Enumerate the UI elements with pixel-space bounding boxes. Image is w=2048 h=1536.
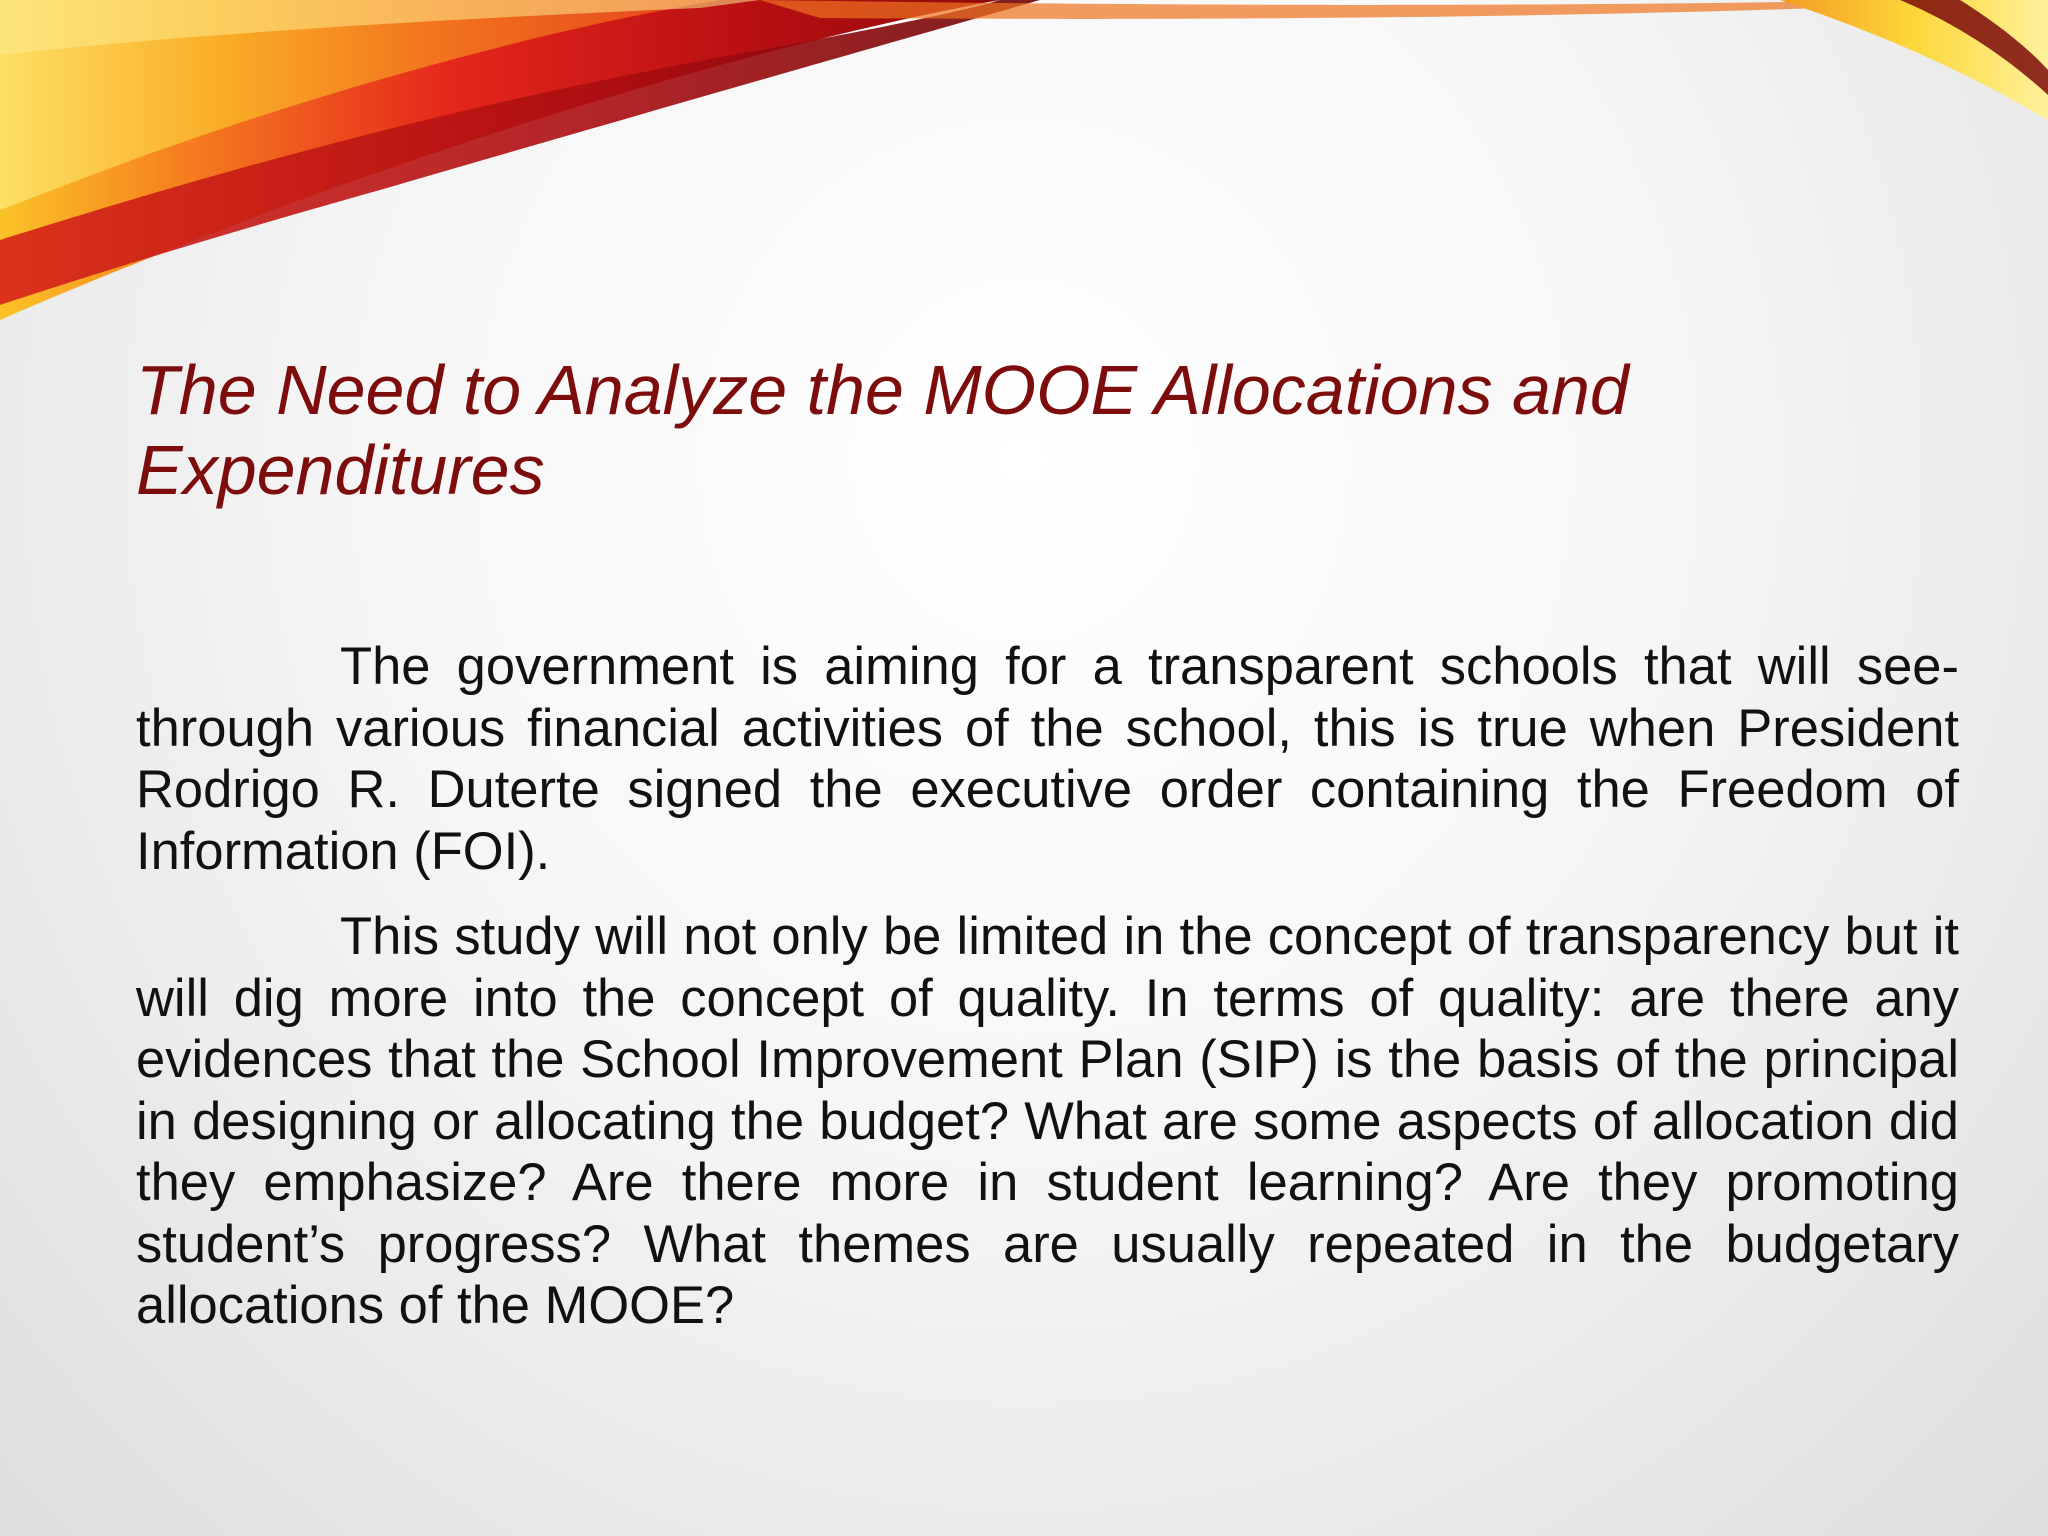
slide-title: The Need to Analyze the MOOE Allocations and Expenditures <box>136 351 1629 509</box>
body-paragraph-1: The government is aiming for a transparent schools that will see-through various financial activities of the school, this is true when President Rodrigo R. Duterte signed the executive order containing the Freedom of Information (FOI). <box>136 637 1959 881</box>
slide-body <box>136 636 1959 1361</box>
decorative-swoosh-banner <box>0 0 2048 340</box>
body-paragraph-2: This study will not only be limited in the concept of transparency but it will dig more into the concept of quality. In terms of quality: are there any evidences that the School Improvement Plan (SIP) is the basis of the principal in designing or allocating the budget? What are some aspects of allocation did they emphasize? Are there more in student learning? Are they promoting student’s progress? What themes are usually repeated in the budgetary allocations of the MOOE? <box>136 907 1959 1335</box>
